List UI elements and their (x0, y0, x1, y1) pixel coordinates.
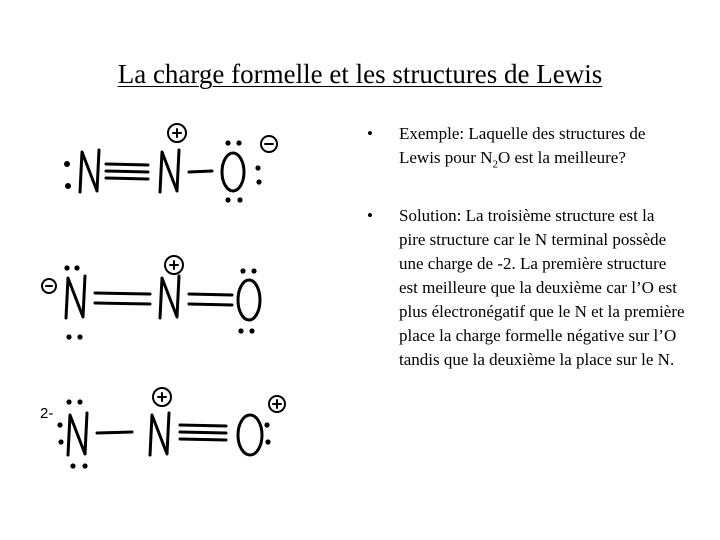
slide-title-text: La charge formelle et les structures de Lewis (117, 59, 603, 89)
structure-1-atom-n-central (160, 124, 186, 192)
svg-text:2-: 2- (40, 405, 54, 422)
example-text-end: O est la meilleure? (497, 148, 626, 167)
bullet-marker: • (367, 124, 373, 143)
lewis-structure-2 (42, 256, 260, 340)
structure-3-triple-bond (180, 425, 226, 440)
example-subscript: 2 (492, 158, 498, 171)
solution-bullet (365, 204, 685, 372)
structure-2-atom-n-terminal (42, 265, 85, 339)
lewis-structure-1 (64, 124, 277, 203)
structure-3-single-bond (97, 432, 132, 433)
structure-2-double-bond-right (189, 294, 232, 305)
structure-1-atom-o (222, 136, 277, 203)
structure-1-atom-n-terminal (64, 150, 99, 192)
bullet-list (365, 122, 685, 372)
structure-1-triple-bond (106, 164, 148, 179)
structure-1-single-bond (189, 171, 212, 172)
structure-3-atom-o (238, 396, 285, 455)
lewis-structure-3 (40, 388, 285, 469)
structure-2-atom-o (238, 268, 260, 333)
structure-2-atom-n-central (160, 256, 183, 318)
structure-3-atom-n-central (150, 388, 171, 455)
solution-text: Solution: La troisième structure est la pire structure car le N terminal possède une charge de -2. La première structure est meilleure que la deuxième car l’O est plus électronégatif que le N et la première place la charge formelle négative sur l’O tandis que la deuxième la place sur le N. (399, 206, 685, 369)
structure-3-atom-n-terminal (40, 399, 88, 468)
structure-2-double-bond-left (95, 293, 150, 304)
example-text-start: Exemple: Laquelle des structures de Lewis pour N (399, 124, 646, 167)
example-bullet (365, 122, 685, 170)
bullet-marker: • (367, 206, 373, 225)
